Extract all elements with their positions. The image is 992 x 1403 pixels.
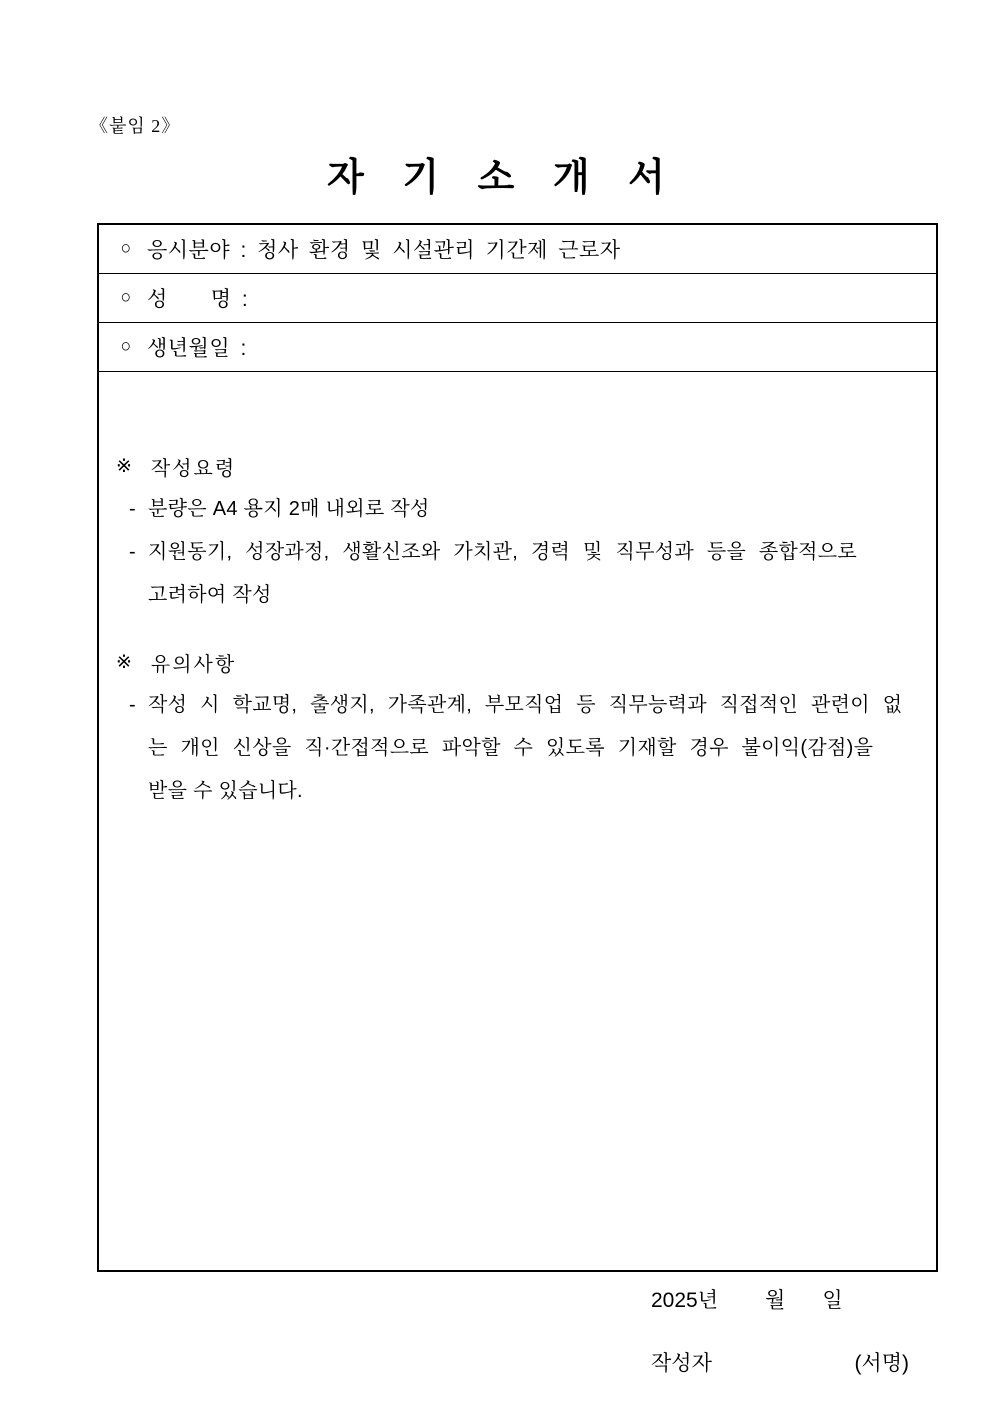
birthdate-field-label: 생년월일 : bbox=[146, 337, 247, 360]
writing-tip-text: 분량은 A4 용지 2매 내외로 작성 bbox=[148, 498, 430, 520]
circle-bullet-icon: ○ bbox=[120, 238, 132, 259]
form-content-area bbox=[99, 372, 936, 1375]
writing-tips-heading bbox=[99, 444, 936, 488]
writing-tips-heading-text: 작성요령 bbox=[150, 457, 237, 480]
caution-continuation bbox=[99, 727, 936, 770]
signature-block bbox=[651, 1284, 909, 1377]
date-line bbox=[651, 1284, 909, 1314]
page-title: 자 기 소 개 서 bbox=[327, 157, 679, 199]
caution-text: 는 개인 신상을 직·간접적으로 파악할 수 있도록 기재할 경우 불이익(감점)을 bbox=[148, 737, 874, 759]
section-writing-tips bbox=[99, 444, 936, 617]
circle-bullet-icon: ○ bbox=[120, 287, 132, 308]
writing-tip-item bbox=[99, 531, 936, 574]
date-month: 월 bbox=[765, 1289, 786, 1312]
caution-text: 작성 시 학교명, 출생지, 가족관계, 부모직업 등 직무능력과 직접적인 관련이 없 bbox=[148, 694, 903, 716]
dash-bullet: - bbox=[129, 694, 136, 716]
writing-tip-text: 지원동기, 성장과정, 생활신조와 가치관, 경력 및 직무성과 등을 종합적으로 bbox=[148, 541, 858, 563]
caution-item bbox=[99, 684, 936, 727]
writer-line bbox=[651, 1347, 909, 1377]
reference-mark-icon: ※ bbox=[116, 651, 134, 673]
caution-continuation bbox=[99, 770, 936, 813]
name-field-label: 성 명 : bbox=[146, 288, 249, 311]
section-cautions bbox=[99, 640, 936, 813]
date-year: 2025년 bbox=[651, 1289, 719, 1312]
signature-label: (서명) bbox=[854, 1352, 909, 1375]
circle-bullet-icon: ○ bbox=[120, 336, 132, 357]
form-row-application-field bbox=[99, 225, 936, 274]
form-box bbox=[97, 223, 938, 1375]
caution-text: 받을 수 있습니다. bbox=[148, 780, 303, 802]
application-field-label: 응시분야 : 청사 환경 및 시설관리 기간제 근로자 bbox=[146, 239, 621, 262]
dash-bullet: - bbox=[129, 498, 136, 520]
writing-tip-continuation bbox=[99, 574, 936, 617]
cautions-heading-text: 유의사항 bbox=[150, 653, 237, 676]
dash-bullet: - bbox=[129, 541, 136, 563]
cautions-heading bbox=[99, 640, 936, 684]
writer-label: 작성자 bbox=[651, 1352, 712, 1375]
writing-tip-text: 고려하여 작성 bbox=[148, 584, 272, 606]
writing-tip-item bbox=[99, 488, 936, 531]
date-day: 일 bbox=[822, 1289, 843, 1312]
form-row-birthdate bbox=[99, 323, 936, 372]
reference-mark-icon: ※ bbox=[116, 455, 134, 477]
form-row-name bbox=[99, 274, 936, 323]
attachment-label: 《붙임 2》 bbox=[90, 116, 181, 136]
